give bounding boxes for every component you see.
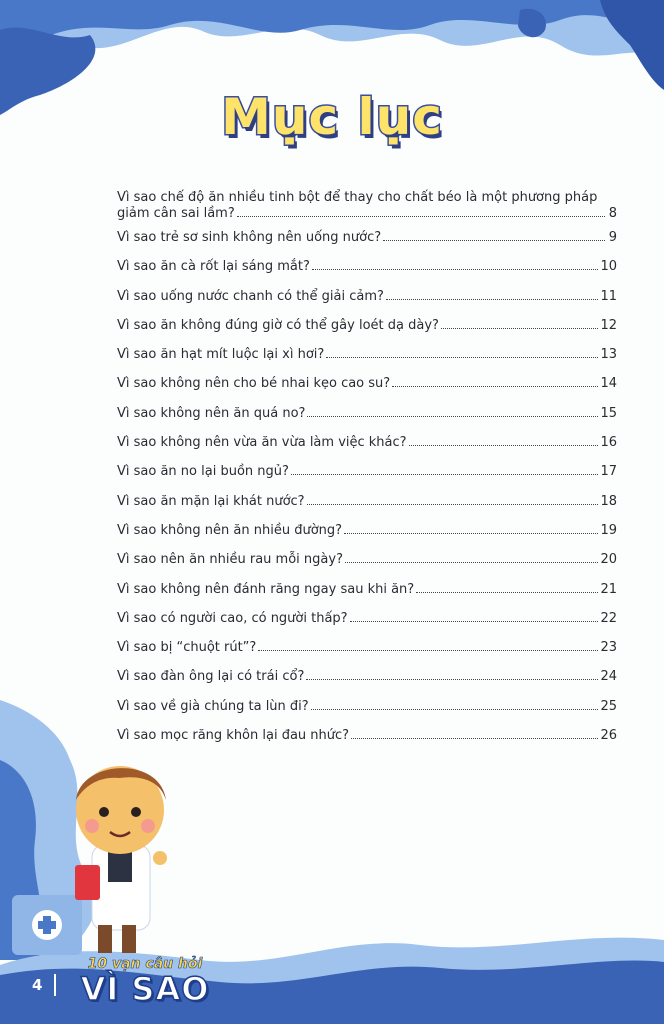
toc-entry[interactable] [117, 609, 617, 638]
dot-leader [345, 562, 598, 563]
page-number: 4 [32, 976, 43, 994]
toc-entry[interactable] [117, 667, 617, 696]
toc-entry[interactable] [117, 374, 617, 403]
dot-leader [416, 592, 598, 593]
dot-leader [307, 416, 598, 417]
toc-page-number: 9 [608, 230, 617, 245]
toc-entry[interactable] [117, 257, 617, 286]
toc-entry[interactable] [117, 726, 617, 755]
series-logo-subtitle: 10 vạn câu hỏi [87, 956, 203, 972]
toc-page-number: 8 [608, 206, 617, 221]
series-logo-title: VÌ SAO [80, 970, 210, 1008]
toc-page-number: 25 [600, 698, 617, 714]
toc-entry-text: Vì sao không nên cho bé nhai kẹo cao su? [117, 376, 391, 392]
toc-entry-text: Vì sao nên ăn nhiều rau mỗi ngày? [117, 552, 343, 568]
dot-leader [441, 328, 599, 329]
toc-page-number: 23 [600, 640, 617, 656]
toc-entry-text: Vì sao chế độ ăn nhiều tinh bột để thay cho chất béo là một phương pháp [117, 190, 598, 205]
toc-entry[interactable] [117, 433, 617, 462]
dot-leader [237, 216, 605, 217]
toc-entry[interactable] [117, 492, 617, 521]
dot-leader [351, 738, 598, 739]
toc-page-number: 18 [600, 493, 617, 509]
dot-leader [383, 240, 605, 241]
toc-entry[interactable] [117, 316, 617, 345]
toc-page-number: 26 [600, 728, 617, 744]
toc-entry[interactable] [117, 404, 617, 433]
toc-page-number: 21 [600, 581, 617, 597]
toc-entry-text: Vì sao không nên ăn quá no? [117, 405, 306, 421]
dot-leader [344, 533, 598, 534]
toc-entry-text: Vì sao không nên đánh răng ngay sau khi ăn? [117, 581, 415, 597]
toc-page-number: 14 [600, 376, 617, 392]
dot-leader [386, 299, 599, 300]
toc-entry[interactable] [117, 550, 617, 579]
toc-entry[interactable] [117, 345, 617, 374]
toc-entry[interactable] [117, 580, 617, 609]
toc-page-number: 13 [600, 347, 617, 363]
toc-page-number: 17 [600, 464, 617, 480]
toc-page-number: 22 [600, 610, 617, 626]
toc-entry-text: Vì sao về già chúng ta lùn đi? [117, 698, 309, 714]
toc-page-number: 16 [600, 435, 617, 451]
toc-page-number: 10 [600, 259, 617, 275]
dot-leader [326, 357, 598, 358]
toc-entry-text: Vì sao đàn ông lại có trái cổ? [117, 669, 305, 685]
toc-entry-text: Vì sao ăn hạt mít luộc lại xì hơi? [117, 347, 325, 363]
toc-entry-text: Vì sao uống nước chanh có thể giải cảm? [117, 288, 384, 304]
toc-page-number: 24 [600, 669, 617, 685]
toc-entry[interactable] [117, 462, 617, 491]
toc-entry-text: Vì sao ăn mặn lại khát nước? [117, 493, 305, 509]
toc-entry-text: Vì sao không nên vừa ăn vừa làm việc khác? [117, 435, 407, 451]
toc-entry-text: Vì sao ăn cà rốt lại sáng mắt? [117, 259, 310, 275]
toc-entry-text: Vì sao ăn không đúng giờ có thể gây loét dạ dày? [117, 317, 439, 333]
toc-entry[interactable] [117, 190, 617, 228]
toc-entry[interactable] [117, 228, 617, 257]
toc-page-number: 12 [600, 317, 617, 333]
toc-entry[interactable] [117, 638, 617, 667]
toc-page-number: 15 [600, 405, 617, 421]
toc-entry-text: giảm cân sai lầm? [117, 206, 235, 221]
toc-entry[interactable] [117, 287, 617, 316]
toc-entry-text: Vì sao trẻ sơ sinh không nên uống nước? [117, 230, 382, 245]
dot-leader [258, 650, 598, 651]
toc-entry-text: Vì sao mọc răng khôn lại đau nhức? [117, 728, 350, 744]
dot-leader [392, 386, 598, 387]
toc-entry-text: Vì sao có người cao, có người thấp? [117, 610, 348, 626]
dot-leader [307, 504, 599, 505]
page-number-divider [54, 974, 56, 996]
toc-entry-text: Vì sao không nên ăn nhiều đường? [117, 522, 343, 538]
toc-entry[interactable] [117, 521, 617, 550]
toc-entry-text: Vì sao ăn no lại buồn ngủ? [117, 464, 289, 480]
series-logo [70, 956, 220, 1006]
table-of-contents [117, 190, 617, 755]
dot-leader [306, 679, 598, 680]
dot-leader [312, 269, 599, 270]
toc-entry[interactable] [117, 697, 617, 726]
toc-page-number: 11 [600, 288, 617, 304]
toc-page-number: 20 [600, 552, 617, 568]
dot-leader [311, 709, 599, 710]
dot-leader [291, 474, 599, 475]
toc-page-number: 19 [600, 522, 617, 538]
toc-entry-text: Vì sao bị “chuột rút”? [117, 640, 257, 656]
dot-leader [409, 445, 599, 446]
page-title: Mục lục [221, 88, 443, 146]
dot-leader [350, 621, 599, 622]
